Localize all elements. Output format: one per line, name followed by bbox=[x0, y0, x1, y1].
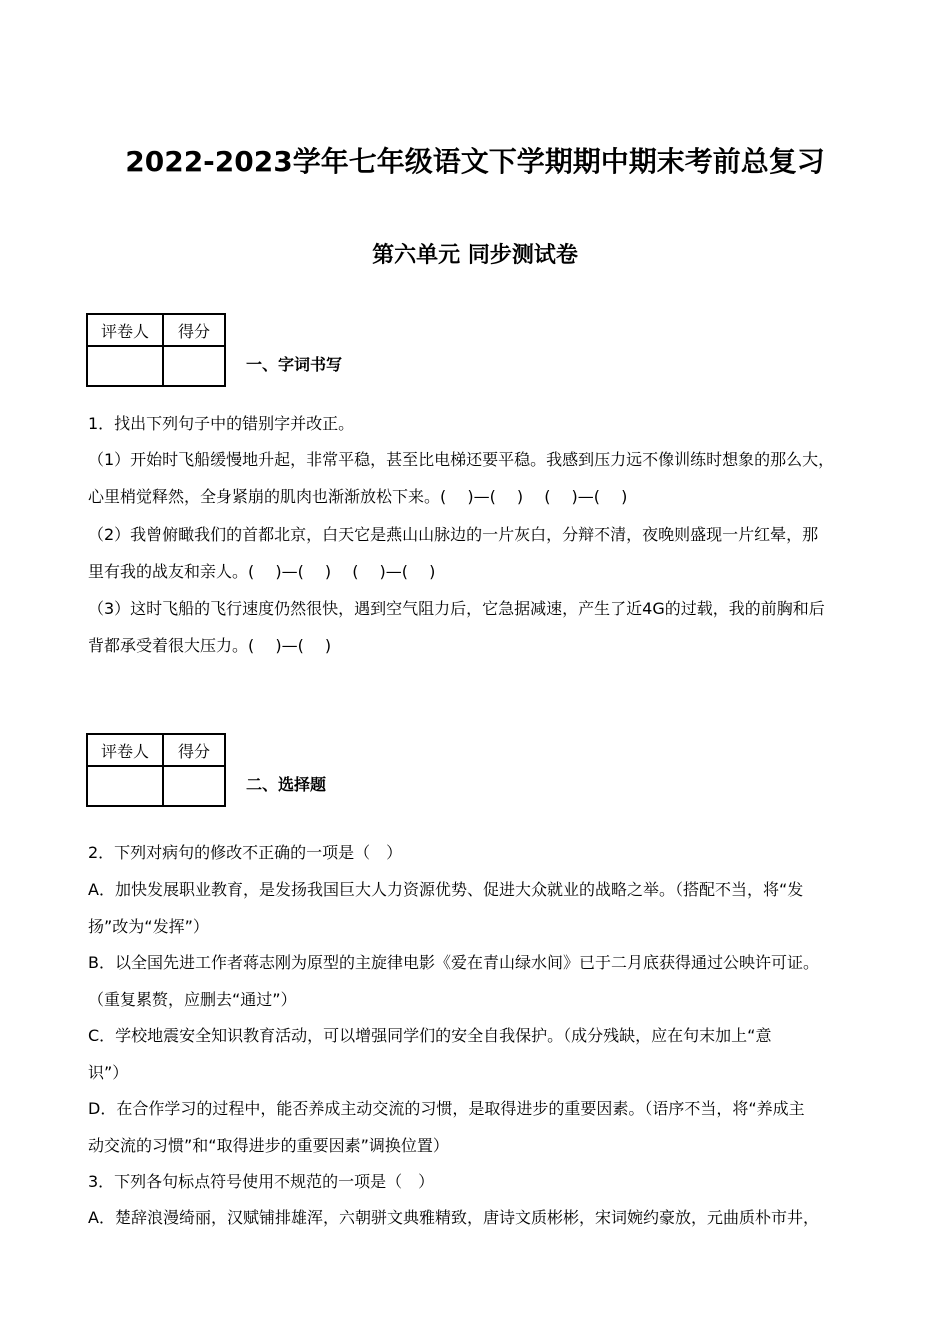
question-line: 识”） bbox=[88, 1063, 129, 1082]
reviewer-cell bbox=[87, 346, 163, 386]
score-label: 得分 bbox=[163, 314, 225, 346]
question-line: （1）开始时飞船缓慢地升起，非常平稳，甚至比电梯还要平稳。我感到压力远不像训练时想象的那么大， bbox=[88, 450, 835, 469]
score-cell bbox=[163, 766, 225, 806]
reviewer-label: 评卷人 bbox=[87, 314, 163, 346]
question-line: 3．下列各句标点符号使用不规范的一项是（ ） bbox=[88, 1172, 435, 1191]
question-line: A．加快发展职业教育，是发扬我国巨大人力资源优势、促进大众就业的战略之举。（搭配不当，将“发 bbox=[88, 880, 804, 899]
score-table-1 bbox=[86, 313, 226, 387]
reviewer-cell bbox=[87, 766, 163, 806]
score-table-2 bbox=[86, 733, 226, 807]
question-line: 背都承受着很大压力。( )—( ) bbox=[88, 636, 332, 655]
section-title-1: 一、字词书写 bbox=[246, 355, 343, 374]
section-title-2: 二、选择题 bbox=[246, 775, 327, 794]
score-label: 得分 bbox=[163, 734, 225, 766]
question-line: （3）这时飞船的飞行速度仍然很快，遇到空气阻力后，它急据减速，产生了近4G的过载，我的前胸和后 bbox=[88, 599, 825, 618]
question-line: 2．下列对病句的修改不正确的一项是（ ） bbox=[88, 843, 403, 862]
question-line: 1．找出下列句子中的错别字并改正。 bbox=[88, 414, 355, 433]
question-line: 动交流的习惯”和“取得进步的重要因素”调换位置） bbox=[88, 1136, 449, 1155]
reviewer-label: 评卷人 bbox=[87, 734, 163, 766]
question-line: D．在合作学习的过程中，能否养成主动交流的习惯，是取得进步的重要因素。（语序不当，将“养成主 bbox=[88, 1099, 805, 1118]
question-line: 里有我的战友和亲人。( )—( ) ( )—( ) bbox=[88, 562, 436, 581]
question-line: B．以全国先进工作者蒋志刚为原型的主旋律电影《爱在青山绿水间》已于二月底获得通过公映许可证。 bbox=[88, 953, 819, 972]
question-line: 心里梢觉释然，全身紧崩的肌肉也渐渐放松下来。( )—( ) ( )—( ) bbox=[88, 487, 628, 506]
question-line: （2）我曾俯瞰我们的首都北京，白天它是燕山山脉边的一片灰白，分辩不清，夜晚则盛现一片红晕，那 bbox=[88, 525, 819, 544]
document-title: 2022-2023学年七年级语文下学期期中期末考前总复习 bbox=[125, 145, 825, 178]
question-line: （重复累赘，应删去“通过”） bbox=[88, 990, 297, 1009]
question-line: C．学校地震安全知识教育活动，可以增强同学们的安全自我保护。（成分残缺，应在句末加上“意 bbox=[88, 1026, 772, 1045]
document-subtitle: 第六单元 同步测试卷 bbox=[372, 243, 578, 268]
score-cell bbox=[163, 346, 225, 386]
question-line: 扬”改为“发挥”） bbox=[88, 917, 209, 936]
question-line: A．楚辞浪漫绮丽，汉赋铺排雄浑，六朝骈文典雅精致，唐诗文质彬彬，宋词婉约豪放，元曲质朴市井， bbox=[88, 1208, 819, 1227]
